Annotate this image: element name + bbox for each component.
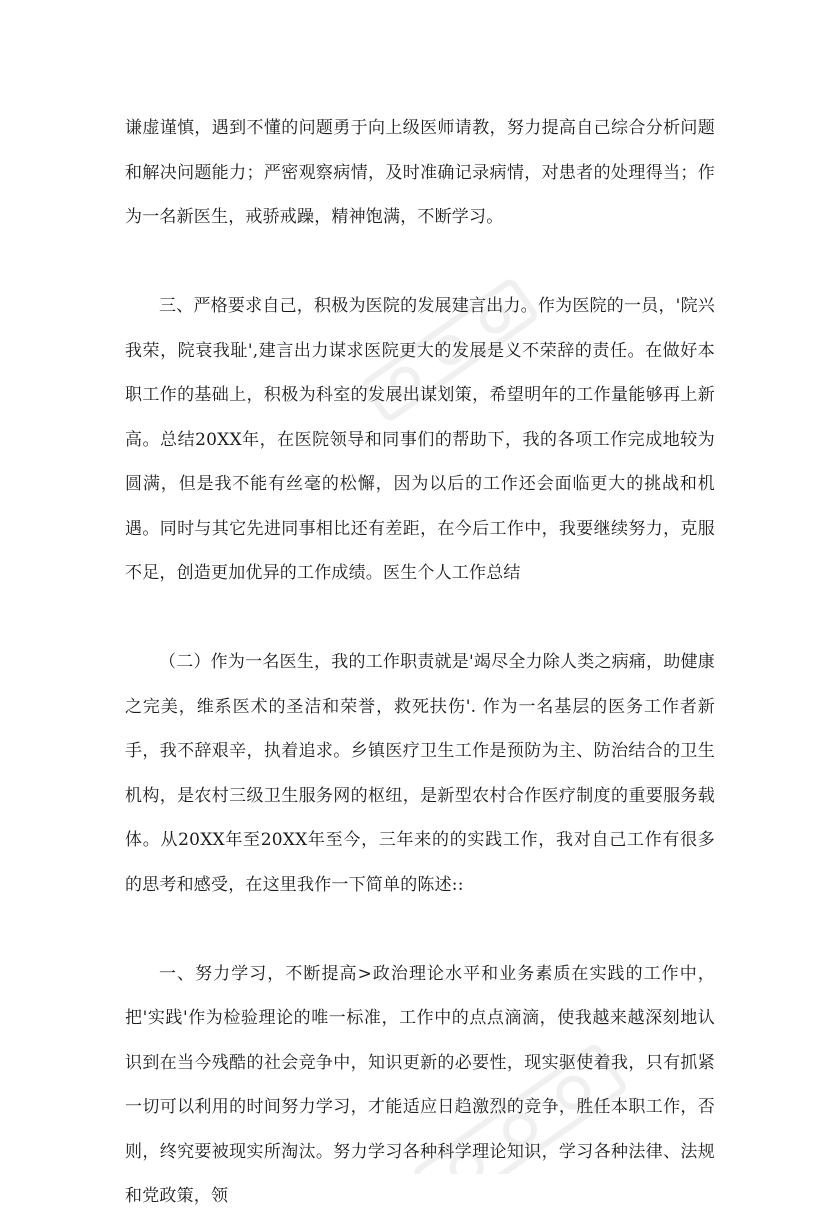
document-body: [125, 106, 715, 1219]
paragraph-3: （二）作为一名医生，我的工作职责就是'竭尽全力除人类之病痛，助健康之完美，维系医术的圣洁和荣誉，救死扶伤'. 作为一名基层的医务工作者新手，我不辞艰辛，执着追求。乡镇医疗卫生工作是预防为主、防治结合的卫生机构，是农村三级卫生服务网的枢纽，是新型农村合作医疗制度的重要服务载体。从20XX年至20XX年至今，三年来的的实践工作，我对自己工作有很多的思考和感受，在这里我作一下简单的陈述::: [125, 652, 715, 895]
paragraph-1: 谦虚谨慎，遇到不懂的问题勇于向上级医师请教，努力提高自己综合分析问题和解决问题能力；严密观察病情，及时准确记录病情，对患者的处理得当；作为一名新医生，戒骄戒躁，精神饱满，不断学习。: [125, 118, 715, 227]
paragraph-2: 三、严格要求自己，积极为医院的发展建言出力。作为医院的一员，'院兴我荣，院衰我耻',建言出力谋求医院更大的发展是义不荣辞的责任。在做好本职工作的基础上，积极为科室的发展出谋划策，希望明年的工作量能够再上新高。总结20XX年，在医院领导和同事们的帮助下，我的各项工作完成地较为圆满，但是我不能有丝毫的松懈，因为以后的工作还会面临更大的挑战和机遇。同时与其它先进同事相比还有差距，在今后工作中，我要继续努力，克服不足，创造更加优异的工作成绩。医生个人工作总结: [125, 296, 715, 583]
paragraph-4: 一、努力学习，不断提高>政治理论水平和业务素质在实践的工作中，把'实践'作为检验理论的唯一标准，工作中的点点滴滴，使我越来越深刻地认识到在当今残酷的社会竞争中，知识更新的必要性，现实驱使着我，只有抓紧一切可以利用的时间努力学习，才能适应日趋激烈的竞争，胜任本职工作，否则，终究要被现实所淘汰。努力学习各种科学理论知识，学习各种法律、法规和党政策，领: [125, 963, 715, 1206]
